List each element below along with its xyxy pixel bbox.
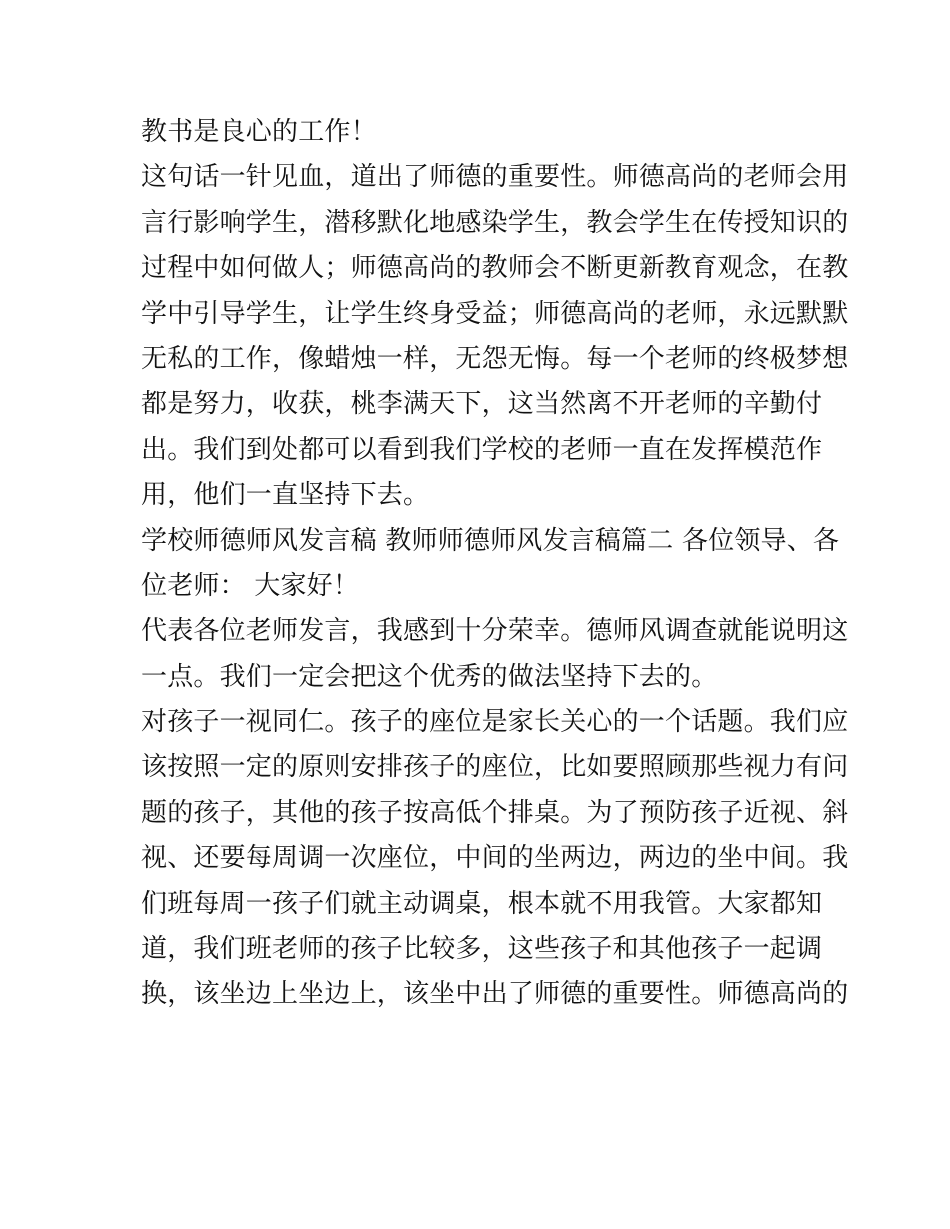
text-line-7: 都是努力，收获，桃李满天下，这当然离不开老师的辛勤付 (141, 389, 823, 420)
text-line-1: 教书是良心的工作！ (141, 117, 377, 147)
document-body (141, 110, 849, 1018)
text-line-10: 学校师德师风发言稿 教师师德师风发言稿篇二 各位领导、各 (141, 525, 840, 556)
text-line-5: 学中引导学生，让学生终身受益；师德高尚的老师，永远默默 (141, 298, 849, 329)
text-line-19: 道，我们班老师的孩子比较多，这些孩子和其他孩子一起调 (141, 934, 823, 965)
text-line-6: 无私的工作，像蜡烛一样，无怨无悔。每一个老师的终极梦想 (141, 343, 849, 374)
text-line-13: 一点。我们一定会把这个优秀的做法坚持下去的。 (141, 661, 718, 692)
text-line-11: 位老师： 大家好！ (141, 570, 360, 601)
text-line-18: 们班每周一孩子们就主动调桌，根本就不用我管。大家都知 (141, 888, 823, 919)
text-line-12: 代表各位老师发言，我感到十分荣幸。德师风调查就能说明这 (141, 616, 849, 647)
text-line-3: 言行影响学生，潜移默化地感染学生，教会学生在传授知识的 (141, 207, 849, 238)
text-line-9: 用，他们一直坚持下去。 (141, 480, 430, 511)
text-line-2: 这句话一针见血，道出了师德的重要性。师德高尚的老师会用 (141, 162, 849, 193)
text-line-17: 视、还要每周调一次座位，中间的坐两边，两边的坐中间。我 (141, 843, 849, 874)
text-line-4: 过程中如何做人；师德高尚的教师会不断更新教育观念，在教 (141, 253, 849, 284)
text-line-8: 出。我们到处都可以看到我们学校的老师一直在发挥模范作 (141, 434, 823, 465)
text-line-20: 换，该坐边上坐边上，该坐中出了师德的重要性。师德高尚的 (141, 979, 849, 1010)
text-line-15: 该按照一定的原则安排孩子的座位，比如要照顾那些视力有问 (141, 752, 849, 783)
text-line-16: 题的孩子，其他的孩子按高低个排桌。为了预防孩子近视、斜 (141, 797, 849, 828)
text-line-14: 对孩子一视同仁。孩子的座位是家长关心的一个话题。我们应 (141, 707, 849, 738)
